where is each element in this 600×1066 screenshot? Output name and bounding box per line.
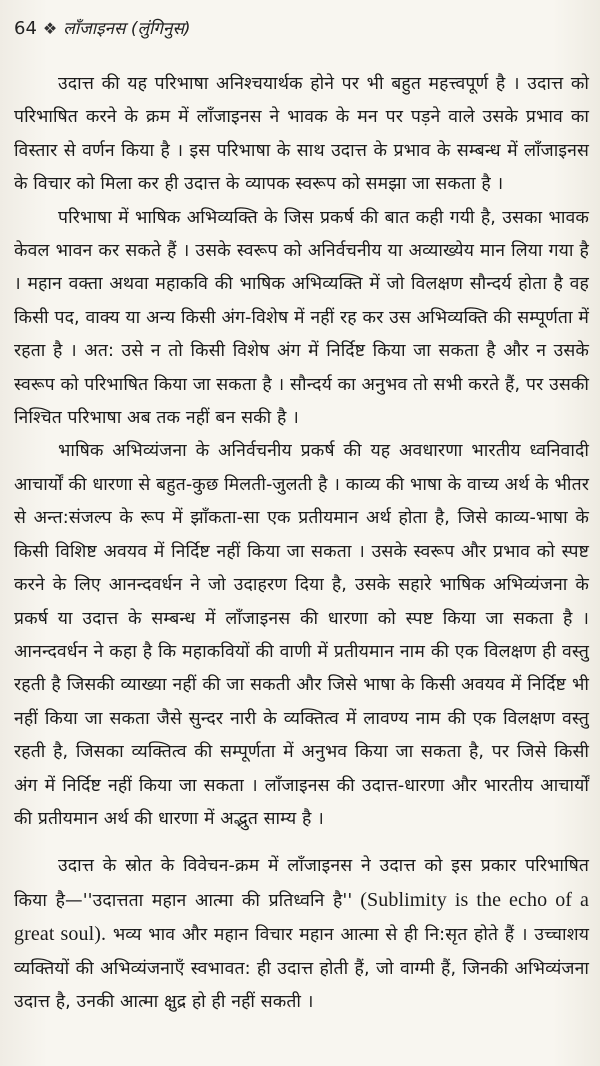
english-translation: (Sublimity is the echo of a great soul). — [14, 888, 590, 946]
paragraph-4-rest: भव्य भाव और महान विचार महान आत्मा से ही नि:सृत होते हैं । उच्चाशय व्यक्तियों की अभिव्यंजनाएँ स्वभावत: ही उदात्त होती हैं, जो वाग्मी हैं, जिनकी अभिव्यंजना उदात्त है, उनकी आत्मा क्षुद्र हो ही नहीं सकती । — [14, 925, 590, 1012]
quotation: ''उदात्तता महान आत्मा की प्रतिध्वनि है'' — [82, 890, 353, 911]
paragraph-4-intro: उदात्त के स्रोत के विवेचन-क्रम में लाँजाइनस ने उदात्त को इस प्रकार परिभाषित किया है— — [14, 856, 589, 911]
paragraph-3: भाषिक अभिव्यंजना के अनिर्वचनीय प्रकर्ष की यह अवधारणा भारतीय ध्वनिवादी आचार्यों की धारणा से बहुत-कुछ मिलती-जुलती है । काव्य की भाषा के वाच्य अर्थ के भीतर से अन्त:संजल्प के रूप में झाँकता-सा एक प्रतीयमान अर्थ होता है, जिसे काव्य-भाषा के किसी विशिष्ट अवयव में निर्दिष्ट नहीं किया जा सकता । उसके स्वरूप और प्रभाव को स्पष्ट करने के लिए आनन्दवर्धन ने जो उदाहरण दिया है, उसके सहारे भाषिक अभिव्यंजना के प्रकर्ष या उदात्त के सम्बन्ध में लाँजाइनस की धारणा को स्पष्ट किया जा सकता है । आनन्दवर्धन ने कहा है कि महाकवियों की वाणी में प्रतीयमान नाम की एक विलक्षण ही वस्तु रहती है जिसकी व्याख्या नहीं की जा सकती और जिसे भाषा के किसी अवयव में निर्दिष्ट भी नहीं किया जा सकता जैसे सुन्दर नारी के व्यक्तित्व में लावण्य नाम की एक विलक्षण वस्तु रहती है, जिसका व्यक्तित्व की सम्पूर्णता में अनुभव किया जा सकता है, पर जिसे किसी अंग में निर्दिष्ट नहीं किया जा सकता । लाँजाइनस की उदात्त-धारणा और भारतीय आचार्यों की प्रतीयमान अर्थ की धारणा में अद्भुत साम्य है । — [14, 441, 589, 829]
ornament-icon: ❖ — [42, 19, 58, 38]
paragraph-4 — [14, 850, 589, 1019]
paragraph-2: परिभाषा में भाषिक अभिव्यक्ति के जिस प्रकर्ष की बात कही गयी है, उसका भावक केवल भावन कर सकते हैं । उसके स्वरूप को अनिर्वचनीय या अव्याख्येय मान लिया गया है । महान वक्ता अथवा महाकवि की भाषिक अभिव्यक्ति में जो विलक्षण सौन्दर्य होता है वह किसी पद, वाक्य या अन्य किसी अंग-विशेष में नहीं रह कर उस अभिव्यक्ति की सम्पूर्णता में रहता है । अत: उसे न तो किसी विशेष अंग में निर्दिष्ट किया जा सकता है और न उसके स्वरूप को परिभाषित किया जा सकता है । सौन्दर्य का अनुभव तो सभी करते हैं, पर उसकी निश्चित परिभाषा अब तक नहीं बन सकी है । — [14, 207, 589, 429]
running-title: लाँजाइनस (लुंगिनुस) — [63, 19, 191, 39]
paragraph-1: उदात्त की यह परिभाषा अनिश्चयार्थक होने पर भी बहुत महत्त्वपूर्ण है । उदात्त को परिभाषित करने के क्रम में लाँजाइनस ने भावक के मन पर पड़ने वाले उसके प्रभाव का विस्तार से वर्णन किया है । इस परिभाषा के साथ उदात्त के प्रभाव के सम्बन्ध में लाँजाइनस के विचार को मिला कर ही उदात्त के व्यापक स्वरूप को समझा जा सकता है । — [14, 74, 589, 195]
running-header — [14, 16, 191, 39]
body-text — [14, 68, 589, 1019]
page-number: 64 — [14, 18, 37, 39]
